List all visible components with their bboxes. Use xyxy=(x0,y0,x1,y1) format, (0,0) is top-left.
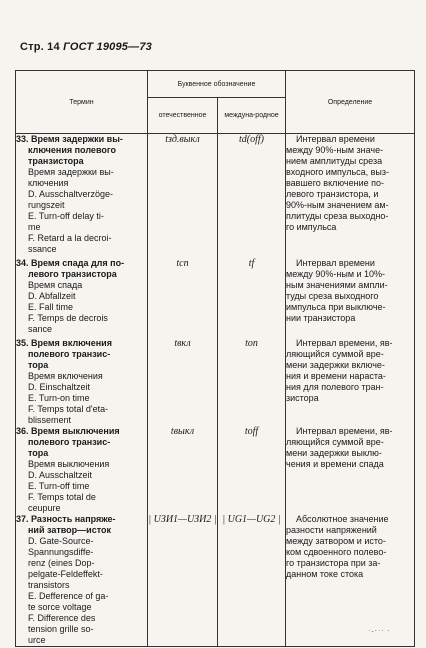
table-row xyxy=(16,514,415,647)
table-row xyxy=(16,338,415,426)
table-body xyxy=(16,134,415,647)
page-number: Стр. 14 xyxy=(20,41,60,53)
definition-line: нием амплитуды среза xyxy=(286,156,383,166)
term-name: тора xyxy=(28,447,49,458)
term-synonym: te sorce voltage xyxy=(28,601,92,612)
gost-number: ГОСТ 19095—73 xyxy=(63,41,152,53)
term-synonym: D. Abfallzeit xyxy=(28,290,76,301)
term-synonym: E. Defference of ga- xyxy=(28,590,109,601)
header-term: Термин xyxy=(16,71,148,134)
terms-table xyxy=(15,70,415,647)
page-header xyxy=(20,41,152,53)
definition-line: нии транзистора xyxy=(286,312,356,323)
term-synonym: Время спада xyxy=(28,279,83,290)
term-cell xyxy=(16,514,148,647)
definition-line: ком сдвоенного полево- xyxy=(286,546,387,557)
definition-line: разности напряжений xyxy=(286,524,377,535)
definition-line: ляющийся суммой вре- xyxy=(286,436,384,447)
definition-cell xyxy=(286,426,415,514)
definition-cell xyxy=(286,514,415,647)
symbol-domestic: tвыкл xyxy=(148,426,218,514)
header-domestic: отечественное xyxy=(148,98,218,134)
symbol-domestic: tзд.выкл xyxy=(148,134,218,258)
header-definition: Определение xyxy=(286,71,415,134)
term-name: ний затвор—исток xyxy=(28,524,112,535)
definition-line: зистора xyxy=(286,392,319,403)
term-name: 37. Разность напряже- xyxy=(16,513,116,524)
definition-line: ным значениями ампли- xyxy=(286,279,388,290)
definition-cell xyxy=(286,338,415,426)
definition-line: го транзистора при за- xyxy=(286,557,381,568)
term-synonym: tension grille so- xyxy=(28,623,94,634)
term-synonym: blissement xyxy=(28,414,72,425)
term-synonym: F. Temps de decrois xyxy=(28,312,108,323)
definition-cell xyxy=(286,258,415,338)
term-name: 33. Время задержки вы- xyxy=(16,134,123,144)
symbol-international: td(off) xyxy=(218,134,286,258)
term-synonym: F. Temps total d'eta- xyxy=(28,403,109,414)
term-synonym: F. Difference des xyxy=(28,612,96,623)
definition-line: ния для полевого тран- xyxy=(286,381,384,392)
term-synonym: sance xyxy=(28,323,53,334)
footer-mark: ·-··· · xyxy=(368,627,391,635)
term-name: полевого транзис- xyxy=(28,348,111,359)
term-synonym: E. Turn-off time xyxy=(28,480,90,491)
term-cell xyxy=(16,338,148,426)
term-synonym: ssance xyxy=(28,244,57,254)
term-synonym: me xyxy=(28,222,41,232)
definition-line: го импульса xyxy=(286,222,337,232)
term-synonym: D. Einschaltzeit xyxy=(28,381,91,392)
definition-line: Интервал времени, яв- xyxy=(296,337,393,348)
term-synonym: ceupure xyxy=(28,502,61,513)
definition-line: между 90%-ным значе- xyxy=(286,145,384,155)
definition-line: 90%-ным значением ам- xyxy=(286,200,389,210)
term-synonym: pelgate-Feldeffekt- xyxy=(28,568,103,579)
definition-line: Интервал времени xyxy=(296,134,375,144)
definition-line: ляющийся суммой вре- xyxy=(286,348,384,359)
symbol-domestic: | UЗИ1—UЗИ2 | xyxy=(148,514,218,647)
term-synonym: D. Gate-Source- xyxy=(28,535,94,546)
term-cell xyxy=(16,258,148,338)
term-synonym: rungszeit xyxy=(28,200,65,210)
definition-line: мени задержки включе- xyxy=(286,359,385,370)
symbol-international: tf xyxy=(218,258,286,338)
definition-line: между 90%-ным и 10%- xyxy=(286,268,386,279)
term-synonym: D. Ausschaltverzöge- xyxy=(28,189,114,199)
definition-line: плитуды среза выходно- xyxy=(286,211,389,221)
term-name: 35. Время включения xyxy=(16,337,112,348)
term-name: 36. Время выключения xyxy=(16,425,120,436)
symbol-international: toff xyxy=(218,426,286,514)
term-name: транзистора xyxy=(28,156,84,166)
term-synonym: E. Turn-on time xyxy=(28,392,90,403)
table-row xyxy=(16,426,415,514)
definition-line: между затвором и исто- xyxy=(286,535,386,546)
term-synonym: urce xyxy=(28,634,46,645)
symbol-international: ton xyxy=(218,338,286,426)
term-name: левого транзистора xyxy=(28,268,117,279)
definition-line: вавшего включение по- xyxy=(286,178,384,188)
term-name: тора xyxy=(28,359,49,370)
term-name: ключения полевого xyxy=(28,145,116,155)
definition-line: ния и времени нараста- xyxy=(286,370,386,381)
definition-line: мени задержки выклю- xyxy=(286,447,382,458)
term-synonym: transistors xyxy=(28,579,70,590)
term-synonym: Spannungsdiffe- xyxy=(28,546,94,557)
definition-cell xyxy=(286,134,415,258)
definition-line: Абсолютное значение xyxy=(296,513,389,524)
definition-line: Интервал времени xyxy=(296,257,375,268)
term-synonym: renz (eines Dop- xyxy=(28,557,95,568)
symbol-domestic: tвкл xyxy=(148,338,218,426)
term-name: полевого транзис- xyxy=(28,436,111,447)
definition-line: данном токе стока xyxy=(286,568,364,579)
term-cell xyxy=(16,426,148,514)
symbol-international: | UG1—UG2 | xyxy=(218,514,286,647)
term-name: 34. Время спада для по- xyxy=(16,257,125,268)
term-synonym: E. Turn-off delay ti- xyxy=(28,211,104,221)
term-synonym: Время включения xyxy=(28,370,103,381)
term-synonym: D. Ausschaltzeit xyxy=(28,469,93,480)
term-cell xyxy=(16,134,148,258)
term-synonym: E. Fall time xyxy=(28,301,74,312)
definition-line: импульса при выключе- xyxy=(286,301,386,312)
table-row xyxy=(16,258,415,338)
term-synonym: Время задержки вы- xyxy=(28,167,114,177)
definition-line: туды среза выходного xyxy=(286,290,379,301)
header-symbol: Буквенное обозначение xyxy=(148,71,286,98)
term-synonym: Время выключения xyxy=(28,458,110,469)
definition-line: левого транзистора, и xyxy=(286,189,379,199)
term-synonym: F. Retard a la decroi- xyxy=(28,233,112,243)
table-row xyxy=(16,134,415,258)
symbol-domestic: tсп xyxy=(148,258,218,338)
header-international: междуна-родное xyxy=(218,98,286,134)
term-synonym: F. Temps total de xyxy=(28,491,96,502)
definition-line: чения и времени спада xyxy=(286,458,384,469)
definition-line: входного импульса, выз- xyxy=(286,167,390,177)
term-synonym: ключения xyxy=(28,178,69,188)
definition-line: Интервал времени, яв- xyxy=(296,425,393,436)
